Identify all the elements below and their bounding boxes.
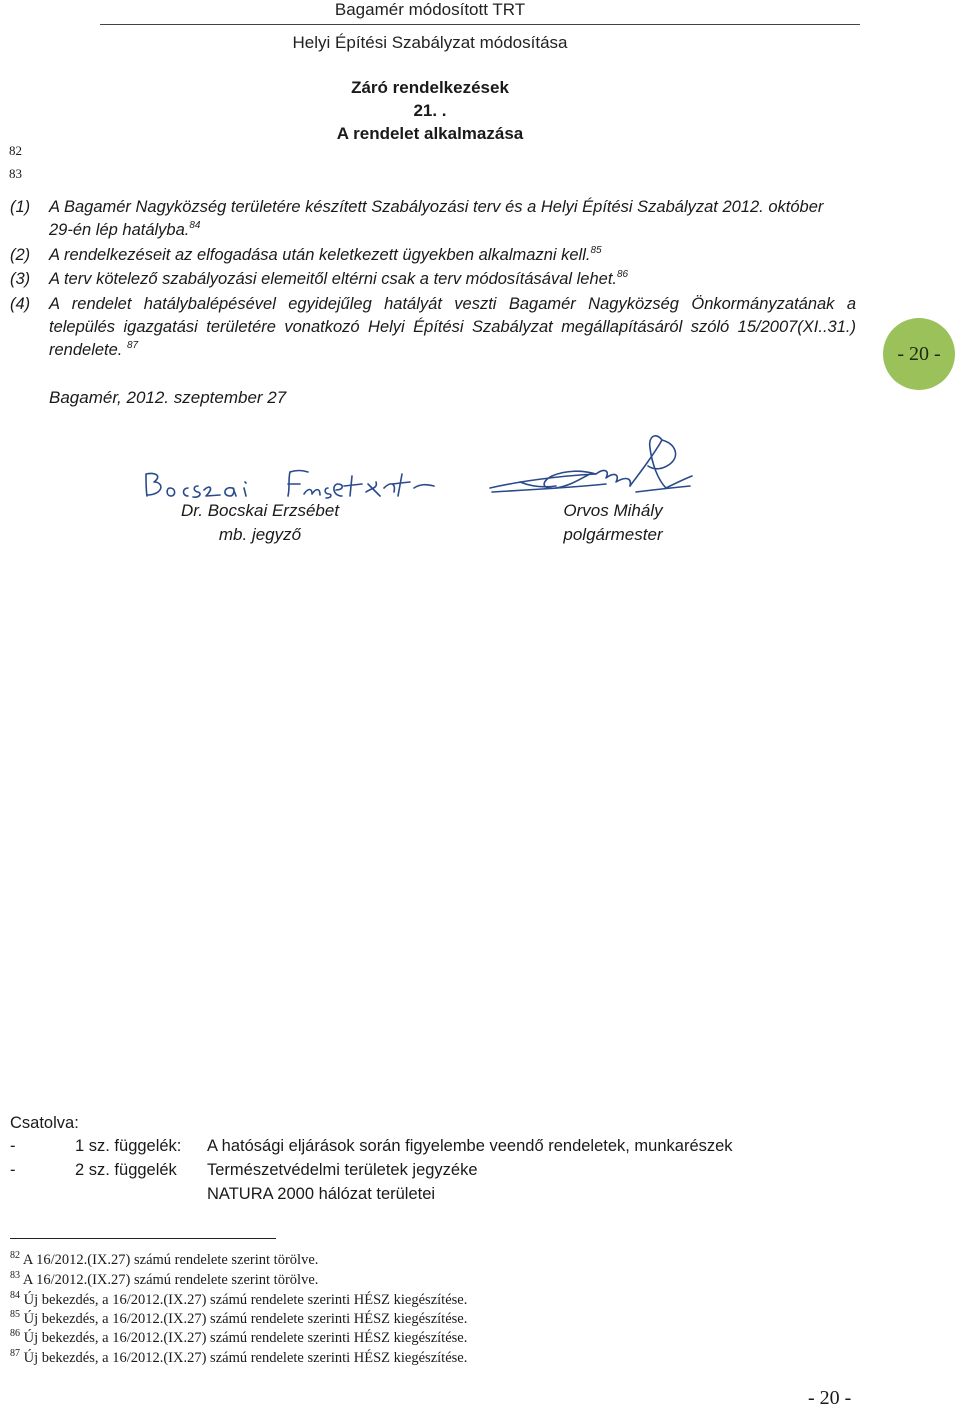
paragraph-text: 29-én lép hatályba. [49, 221, 190, 239]
footnote-text: A 16/2012.(IX.27) számú rendelete szerint törölve. [22, 1272, 319, 1288]
signatory-2-name: Orvos Mihály [563, 501, 663, 520]
footnote-ref[interactable]: 84 [189, 220, 201, 231]
footnote-ref[interactable]: 85 [590, 245, 602, 256]
paragraph-number: (4) [10, 295, 31, 313]
footnote-83 [10, 1272, 318, 1289]
page-number: - 20 - [808, 1387, 852, 1409]
section-subtitle: A rendelet alkalmazása [336, 124, 524, 143]
header-subtitle: Helyi Építési Szabályzat módosítása [292, 33, 568, 52]
attachment-item-2-desc: Természetvédelmi területek jegyzéke [207, 1161, 478, 1179]
paragraph-3 [10, 268, 856, 291]
footnote-84 [10, 1292, 467, 1309]
footnote-rule [10, 1238, 276, 1239]
section-number: 21. . [413, 101, 447, 120]
paragraph-text: A rendelet hatálybalépésével egyidejűleg hatályát veszti Bagamér Nagyközség Önkormányzatának a [49, 295, 856, 313]
footnote-text: A 16/2012.(IX.27) számú rendelete szerint törölve. [22, 1252, 319, 1268]
paragraph-text: település igazgatási területére vonatkozó Helyi Építési Szabályzat megállapításáról szóló 15/2007(XI..31.) [49, 318, 856, 336]
footnote-text: Új bekezdés, a 16/2012.(IX.27) számú rendelete szerinti HÉSZ kiegészítése. [23, 1330, 468, 1346]
paragraph-text: A rendelkezéseit az elfogadása után keletkezett ügyekben alkalmazni kell. [49, 246, 591, 264]
signature-bocskai-image [140, 462, 440, 504]
paragraph-1 [10, 196, 856, 242]
footnote-82 [10, 1252, 318, 1269]
paragraph-number: (1) [10, 198, 31, 216]
attachments-label: Csatolva: [10, 1114, 79, 1132]
attachment-item-2-ref: 2 sz. függelék [75, 1161, 177, 1179]
footnote-number: 83 [10, 1270, 20, 1281]
footnote-number: 84 [10, 1290, 20, 1301]
footnote-number: 85 [10, 1309, 20, 1320]
paragraph-number: (2) [10, 246, 31, 264]
footnote-number: 87 [10, 1348, 20, 1359]
footnote-text: Új bekezdés, a 16/2012.(IX.27) számú rendelete szerinti HÉSZ kiegészítése. [23, 1292, 468, 1308]
margin-note-82: 82 [9, 143, 22, 158]
attachment-item-2-dash: - [10, 1161, 16, 1179]
header-rule [100, 24, 860, 25]
signature-orvos-image [486, 430, 700, 506]
footnote-87 [10, 1350, 467, 1367]
attachment-item-2-desc2: NATURA 2000 hálózat területei [207, 1185, 436, 1203]
margin-note-83: 83 [9, 166, 22, 181]
paragraph-text: A terv kötelező szabályozási elemeitől eltérni csak a terv módosításával lehet. [49, 270, 617, 288]
signatory-1-name: Dr. Bocskai Erzsébet [180, 501, 340, 520]
paragraph-2 [10, 244, 856, 267]
paragraph-number: (3) [10, 270, 31, 288]
paragraph-4 [10, 293, 856, 362]
footnote-ref[interactable]: 86 [617, 269, 629, 280]
footnote-number: 86 [10, 1328, 20, 1339]
footnote-85 [10, 1311, 467, 1328]
header-title: Bagamér módosított TRT [334, 0, 526, 19]
signatory-1-role: mb. jegyző [218, 525, 302, 544]
footnote-ref[interactable]: 87 [126, 340, 139, 351]
attachment-item-1-dash: - [10, 1137, 16, 1155]
footnote-86 [10, 1330, 467, 1347]
section-title: Záró rendelkezések [351, 78, 509, 97]
footnote-text: Új bekezdés, a 16/2012.(IX.27) számú rendelete szerinti HÉSZ kiegészítése. [23, 1350, 468, 1366]
footnote-text: Új bekezdés, a 16/2012.(IX.27) számú rendelete szerinti HÉSZ kiegészítése. [23, 1311, 468, 1327]
attachment-item-1-desc: A hatósági eljárások során figyelembe veendő rendeletek, munkarészek [207, 1137, 733, 1155]
signatory-2-role: polgármester [563, 525, 663, 544]
date-line: Bagamér, 2012. szeptember 27 [49, 388, 287, 407]
page-number-badge: - 20 - [883, 318, 955, 390]
footnote-number: 82 [10, 1250, 20, 1261]
paragraph-text: rendelete. [49, 341, 123, 359]
paragraph-text: A Bagamér Nagyközség területére készített Szabályozási terv és a Helyi Építési Szabályzat 2012. október [49, 198, 824, 216]
attachment-item-1-ref: 1 sz. függelék: [75, 1137, 182, 1155]
